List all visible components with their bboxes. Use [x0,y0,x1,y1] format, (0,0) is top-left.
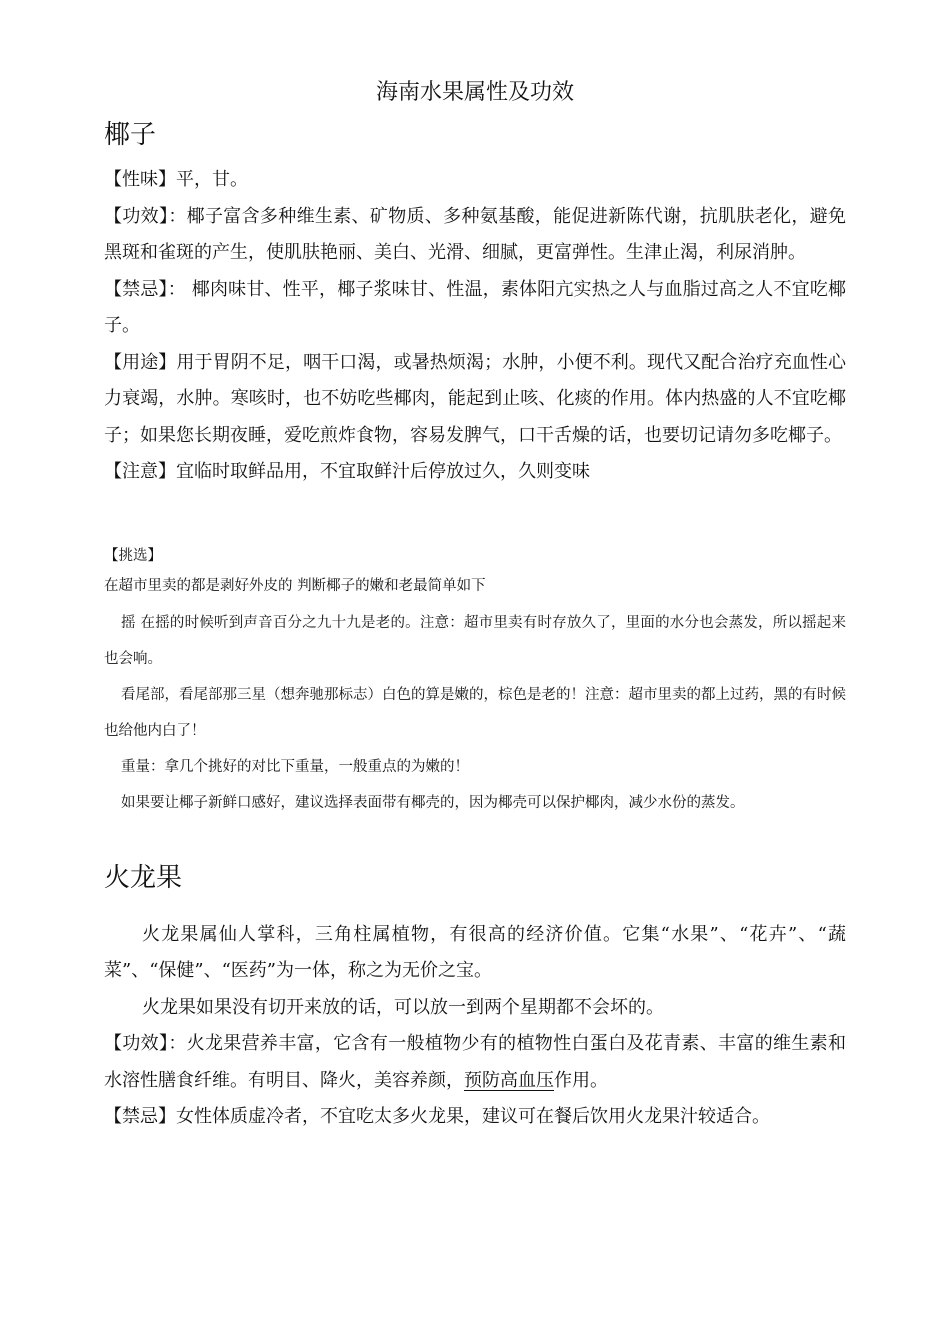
pitaya-gongxiao [104,1026,846,1099]
pitaya-gongxiao-tag: 【功效】 [104,1033,169,1054]
pitaya-intro2: 火龙果如果没有切开来放的话，可以放一到两个星期都不会坏的。 [142,996,664,1018]
xingwei-tag: 【性味】 [104,169,176,190]
gongxiao-tag: 【功效】 [104,205,169,227]
pitaya-gongxiao-after: 作用。 [554,1069,608,1091]
xingwei-text: 平，甘。 [176,169,248,190]
coconut-gongxiao [104,199,846,272]
pitaya-jinji-tag: 【禁忌】 [104,1106,176,1127]
tiaoxuan-intro: 在超市里卖的都是剥好外皮的 判断椰子的嫩和老最简单如下 [104,577,486,594]
spacer [104,491,846,531]
hypertension-link: 预防高血压 [464,1069,554,1091]
gongxiao-text: ：椰子富含多种维生素、矿物质、多种氨基酸，能促进新陈代谢，抗肌肤老化，避免黑斑和雀斑的产生，使肌肤艳丽、美白、光滑、细腻，更富弹性。生津止渴，利尿消肿。 [104,205,847,263]
zhuyi-text: 宜临时取鲜品用，不宜取鲜汁后停放过久，久则变味 [176,461,590,482]
zhuyi-tag: 【注意】 [104,461,176,482]
pitaya-gongxiao-text: ：火龙果营养丰富，它含有一般植物少有的植物性白蛋白及花青素、丰富的维生素和水溶性膳食纤维。有明目、降火，美容养颜， [104,1033,847,1091]
tiaoxuan-fresh: 如果要让椰子新鲜口感好，建议选择表面带有椰壳的，因为椰壳可以保护椰肉，减少水份的蒸发。 [121,794,745,811]
document-title: 海南水果属性及功效 [375,80,574,105]
tiaoxuan-heading: 【挑选】 [104,547,162,564]
pitaya-jinji-text: 女性体质虚冷者，不宜吃太多火龙果，建议可在餐后饮用火龙果汁较适合。 [176,1106,770,1127]
pitaya-intro1: 火龙果属仙人掌科，三角柱属植物，有很高的经济价值。它集“水果”、“花卉”、“蔬菜”、“保健”、“医药”为一体，称之为无价之宝。 [104,923,846,981]
jinji-text: ： 椰肉味甘、性平，椰子浆味甘、性温，素体阳亢实热之人与血脂过高之人不宜吃椰子。 [104,278,847,336]
coconut-yongtu [104,345,846,455]
pitaya-jinji [104,1099,846,1136]
tiaoxuan-tail: 看尾部，看尾部那三星（想奔驰那标志）白色的算是嫩的，棕色是老的！注意：超市里卖的都上过药，黑的有时候也给他内白了！ [104,686,846,739]
yongtu-tag: 【用途】 [104,351,177,373]
yongtu-text: 用于胃阴不足，咽干口渴，或暑热烦渴；水肿，小便不利。现代又配合治疗充血性心力衰竭，水肿。寒咳时，也不妨吃些椰肉，能起到止咳、化痰的作用。体内热盛的人不宜吃椰子；如果您长期夜睡，爱吃煎炸食物，容易发脾气，口干舌燥的话，也要切记请勿多吃椰子。 [104,351,847,446]
coconut-zhuyi [104,454,846,491]
tiaoxuan-shake: 摇 在摇的时候听到声音百分之九十九是老的。注意：超市里卖有时存放久了，里面的水分也会蒸发，所以摇起来也会响。 [104,614,846,667]
coconut-heading: 椰子 [104,120,157,150]
coconut-xingwei [104,162,846,199]
pitaya-heading: 火龙果 [104,862,183,893]
tiaoxuan-weight: 重量：拿几个挑好的对比下重量，一般重点的为嫩的！ [121,758,469,775]
coconut-jinji [104,272,846,345]
jinji-tag: 【禁忌】 [104,278,168,300]
